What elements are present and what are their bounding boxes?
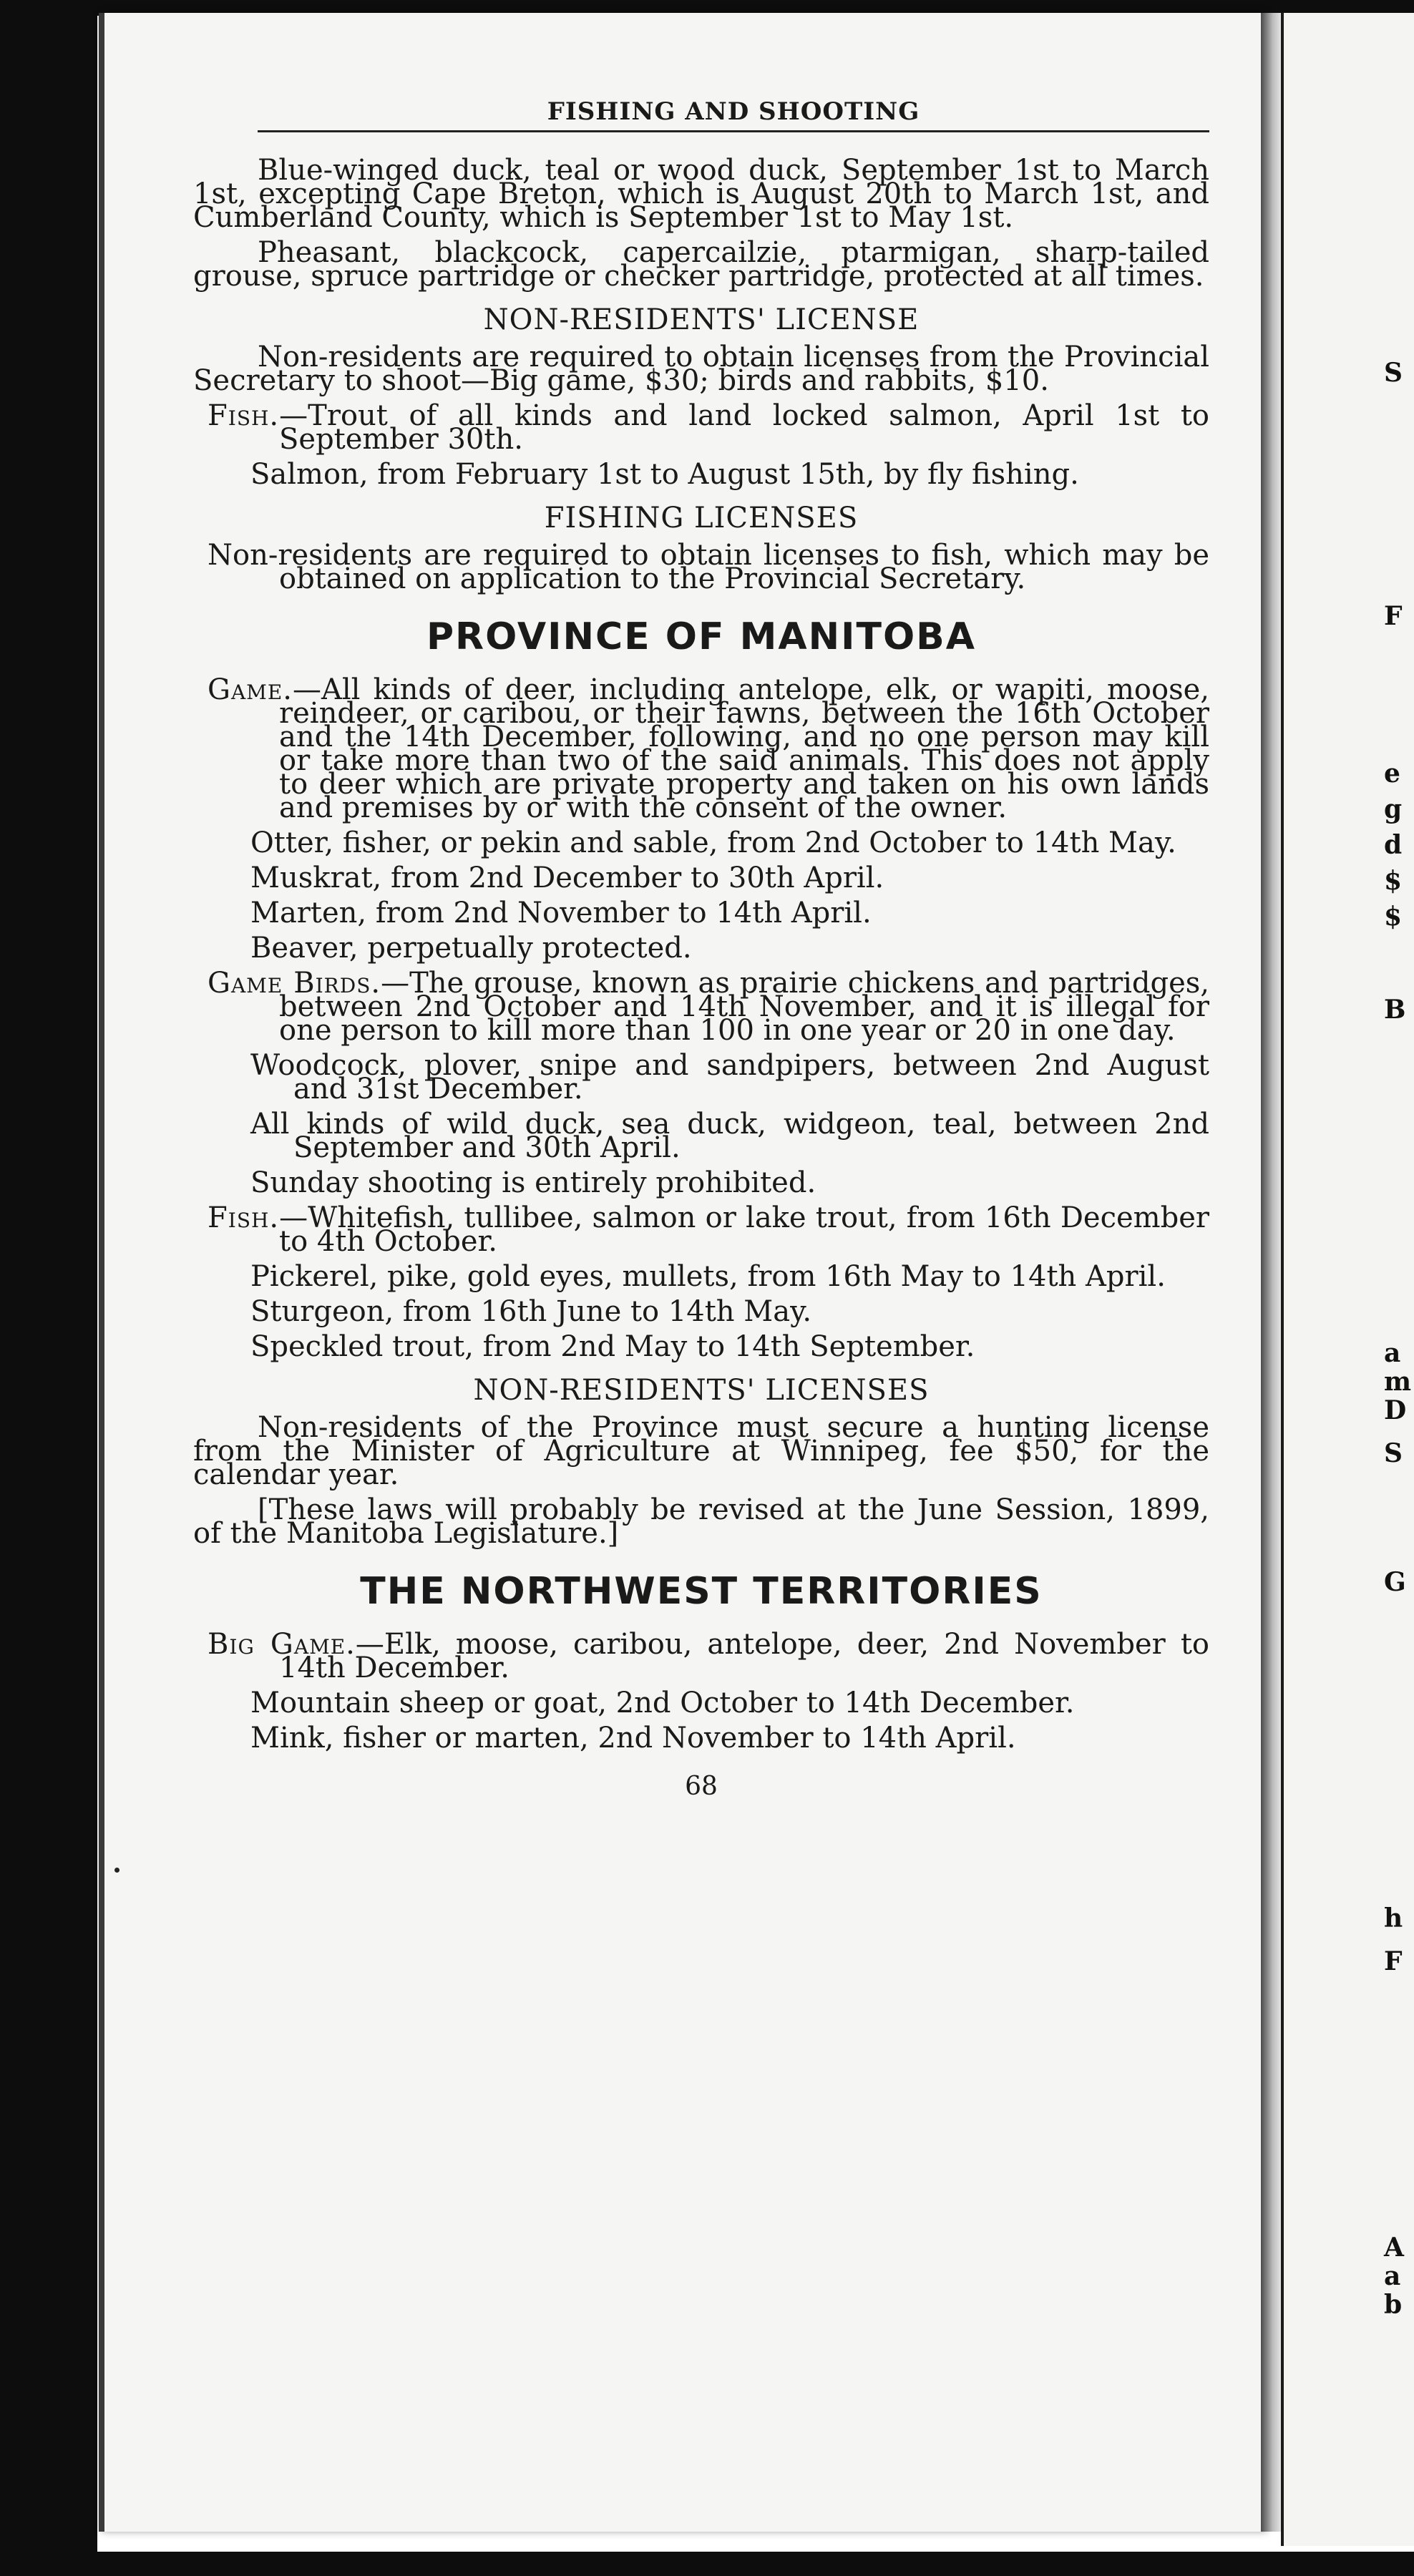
regulation-entry xyxy=(193,1201,1209,1258)
paragraph xyxy=(193,1687,1209,1719)
paragraph xyxy=(193,1295,1209,1328)
sub-heading: FISHING LICENSES xyxy=(544,502,859,535)
entry-lead: Game Birds. xyxy=(208,967,381,1000)
paragraph xyxy=(193,1260,1209,1293)
entry-lead: Fish. xyxy=(208,1201,280,1234)
scan-left-border xyxy=(0,0,97,2576)
entry-text: Pheasant, blackcock, capercailzie, ptarmigan, sharp-tailed grouse, spruce partridge or checker partridge, protected at all times. xyxy=(193,236,1209,293)
regulation-entry xyxy=(193,399,1209,456)
entry-text: All kinds of wild duck, sea duck, widgeon, teal, between 2nd September and 30th April. xyxy=(250,1108,1209,1164)
entry-text: Marten, from 2nd November to 14th April. xyxy=(250,897,872,930)
entry-text: Muskrat, from 2nd December to 30th April. xyxy=(250,862,884,894)
entry-text: Otter, fisher, or pekin and sable, from 2nd October to 14th May. xyxy=(250,826,1176,859)
entry-text: —Whitefish, tullibee, salmon or lake trout, from 16th December to 4th October. xyxy=(279,1201,1209,1258)
paragraph xyxy=(193,826,1209,859)
entry-text: Sunday shooting is entirely prohibited. xyxy=(250,1166,816,1199)
facing-page-edge xyxy=(1281,13,1414,2546)
section-heading: PROVINCE OF MANITOBA xyxy=(426,615,977,658)
section-heading: THE NORTHWEST TERRITORIES xyxy=(360,1570,1043,1613)
scan-speck xyxy=(114,1868,120,1873)
entry-lead: Fish. xyxy=(208,399,280,432)
page-number: 68 xyxy=(685,1772,718,1801)
paragraph xyxy=(193,236,1209,293)
facing-page-letter: A xyxy=(1384,2233,1404,2263)
paragraph xyxy=(193,1330,1209,1363)
entry-text: Sturgeon, from 16th June to 14th May. xyxy=(250,1295,812,1328)
page-body xyxy=(193,154,1209,1801)
facing-page-letter: S xyxy=(1384,1438,1403,1468)
sub-heading: NON-RESIDENTS' LICENSES xyxy=(473,1374,930,1407)
entry-text: Pickerel, pike, gold eyes, mullets, from 16th May to 14th April. xyxy=(250,1260,1166,1293)
facing-page-letter: F xyxy=(1384,601,1403,631)
book-gutter xyxy=(1261,13,1281,2532)
entry-text: —Elk, moose, caribou, antelope, deer, 2nd November to 14th December. xyxy=(279,1628,1209,1684)
paragraph xyxy=(193,862,1209,894)
entry-text: —The grouse, known as prairie chickens and partridges, between 2nd October and 14th November, and it is illegal for one person to kill more than 100 in one year or 20 in one day. xyxy=(279,967,1209,1047)
entry-lead: Big Game. xyxy=(208,1628,356,1661)
regulation-entry xyxy=(193,539,1209,595)
entry-text: Woodcock, plover, snipe and sandpipers, between 2nd August and 31st December. xyxy=(250,1049,1209,1106)
entry-text: Non-residents of the Province must secure a hunting license from the Minister of Agriculture at Winnipeg, fee $50, for the calendar year. xyxy=(193,1411,1209,1491)
regulation-entry xyxy=(193,967,1209,1047)
facing-page-letter: $ xyxy=(1384,902,1403,932)
entry-text: Salmon, from February 1st to August 15th, by fly fishing. xyxy=(250,458,1079,491)
facing-page-letter: D xyxy=(1384,1395,1407,1425)
facing-page-letter: a xyxy=(1384,2261,1401,2291)
paragraph xyxy=(193,1722,1209,1755)
scan-bottom-border xyxy=(0,2552,1414,2576)
header-rule xyxy=(258,130,1209,132)
paragraph xyxy=(193,1166,1209,1199)
entry-text: Mountain sheep or goat, 2nd October to 14th December. xyxy=(250,1687,1075,1719)
facing-page-letter: $ xyxy=(1384,866,1403,896)
regulation-entry xyxy=(193,1628,1209,1684)
paragraph xyxy=(193,341,1209,397)
paragraph xyxy=(193,932,1209,965)
entry-lead: Game. xyxy=(208,673,293,706)
paragraph xyxy=(193,897,1209,930)
entry-text: —All kinds of deer, including antelope, elk, or wapiti, moose, reindeer, or caribou, or their fawns, between the 16th October and the 14th December, following, and no one person may kill or take more than two of the said animals. This does not apply to deer which are private property and taken on his own lands and premises by or with the consent of the owner. xyxy=(279,673,1209,824)
paragraph xyxy=(193,1493,1209,1550)
entry-text: Mink, fisher or marten, 2nd November to 14th April. xyxy=(250,1722,1016,1755)
running-head: FISHING AND SHOOTING xyxy=(547,97,920,126)
facing-page-letter: g xyxy=(1384,794,1403,824)
entry-text: Speckled trout, from 2nd May to 14th September. xyxy=(250,1330,975,1363)
facing-page-letter: a xyxy=(1384,1338,1401,1368)
paragraph xyxy=(193,1411,1209,1491)
facing-page-letter: G xyxy=(1384,1567,1406,1597)
facing-page-letter: b xyxy=(1384,2290,1403,2320)
entry-text: Blue-winged duck, teal or wood duck, September 1st to March 1st, excepting Cape Breton, which is August 20th to March 1st, and Cumberland County, which is September 1st to May 1st. xyxy=(193,154,1209,234)
sub-heading: NON-RESIDENTS' LICENSE xyxy=(483,303,920,336)
facing-page-letter: S xyxy=(1384,358,1403,388)
facing-page-letter: m xyxy=(1384,1367,1412,1397)
facing-page-letter: d xyxy=(1384,830,1403,860)
entry-text: Non-residents are required to obtain licenses from the Provincial Secretary to shoot—Big game, $30; birds and rabbits, $10. xyxy=(193,341,1209,397)
paragraph xyxy=(193,1108,1209,1164)
entry-text: —Trout of all kinds and land locked salmon, April 1st to September 30th. xyxy=(279,399,1209,456)
entry-text: Non-residents are required to obtain licenses to fish, which may be obtained on application to the Provincial Secretary. xyxy=(208,539,1209,595)
regulation-entry xyxy=(193,673,1209,824)
facing-page-letter: F xyxy=(1384,1946,1403,1976)
entry-text: [These laws will probably be revised at the June Session, 1899, of the Manitoba Legislature.] xyxy=(193,1493,1209,1550)
entry-text: Beaver, perpetually protected. xyxy=(250,932,692,965)
paragraph xyxy=(193,154,1209,234)
paragraph xyxy=(193,1049,1209,1106)
paragraph xyxy=(193,458,1209,491)
facing-page-letter: e xyxy=(1384,758,1400,789)
facing-page-letter: h xyxy=(1384,1903,1403,1933)
facing-page-letter: B xyxy=(1384,995,1406,1025)
